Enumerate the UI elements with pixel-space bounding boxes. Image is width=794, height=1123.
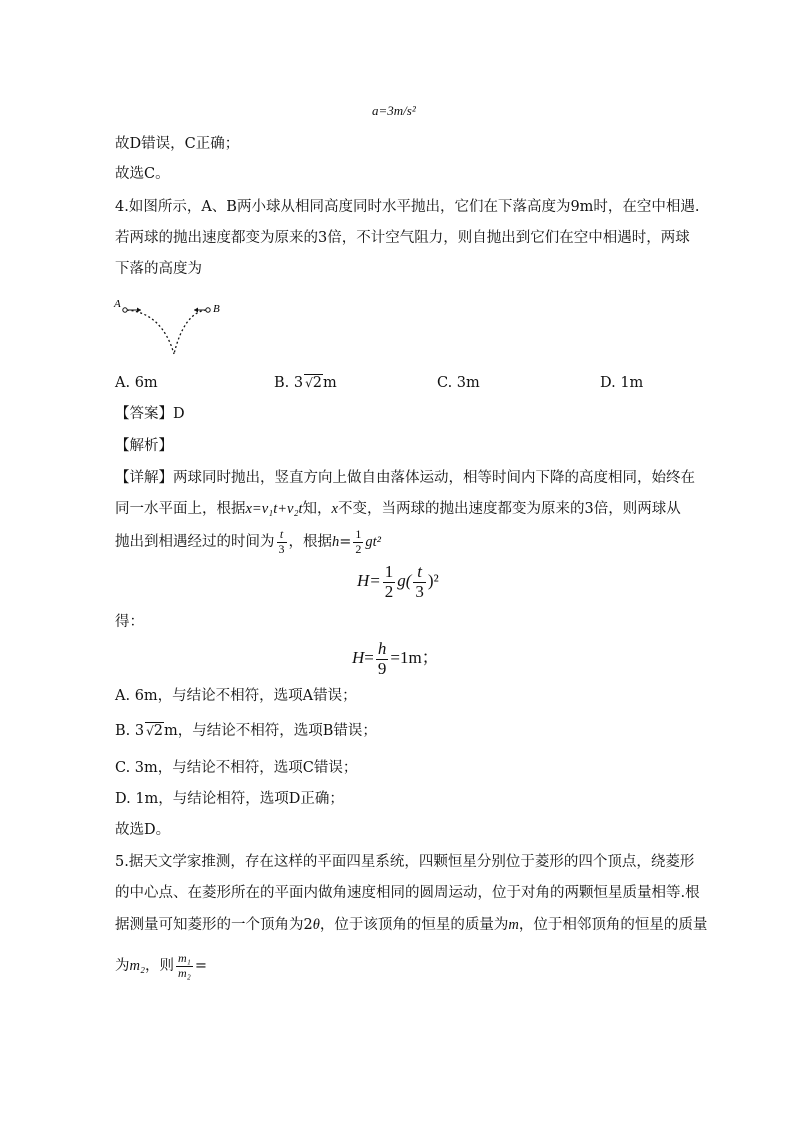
accel-formula: a=3m/s²	[372, 103, 416, 118]
ball-b	[206, 308, 210, 312]
trajectory-a	[127, 310, 174, 354]
arrowhead-b	[194, 308, 198, 313]
detail-option-c: C. 3m，与结论不相符，选项C错误；	[115, 760, 358, 776]
q5-line-2: 的中心点、在菱形所在的平面内做角速度相同的圆周运动，位于对角的两颗恒星质量相等.根	[115, 885, 700, 901]
detail-option-d: D. 1m，与结论相符，选项D正确；	[115, 791, 344, 807]
label-a: A	[114, 298, 121, 310]
half-fraction: $\frac{1}{2}$	[355, 527, 362, 556]
q5-line-4: 为m₂，则 $\frac{\text{m₁}}{\text{m₂}}$ =	[115, 951, 208, 980]
q4-line-1: 4.如图所示，A、B两小球从相同高度同时水平抛出，它们在下落高度为9m时，在空中相遇.	[115, 199, 700, 215]
q4-option-a: A. 6m	[115, 375, 158, 391]
q4-option-c: C. 3m	[437, 375, 480, 391]
time-fraction: $\frac{t}{3}$	[278, 527, 285, 556]
q5-line-1: 5.据天文学家推测，存在这样的平面四星系统，四颗恒星分别位于菱形的四个顶点，绕菱形	[115, 854, 695, 870]
label-b: B	[213, 303, 220, 315]
detail-line-1: 【详解】两球同时抛出，竖直方向上做自由落体运动，相等时间内下降的高度相同，始终在	[115, 470, 695, 486]
projectile-figure	[112, 298, 232, 360]
mass-ratio-fraction: $\frac{\text{m₁}}{\text{m₂}}$	[178, 951, 191, 980]
q4-answer: 【答案】D	[115, 406, 185, 422]
q4-option-b: B. 3 √2m	[274, 375, 337, 391]
q4-line-2: 若两球的抛出速度都变为原来的3倍，不计空气阻力，则自抛出到它们在空中相遇时，两球	[115, 230, 690, 246]
prev-conclusion-1: 故D错误，C正确；	[115, 136, 240, 152]
detail-conclusion: 故选D。	[115, 822, 171, 838]
prev-conclusion-2: 故选C。	[115, 166, 170, 182]
trajectory-b	[174, 310, 206, 354]
q4-analysis-title: 【解析】	[115, 438, 173, 454]
q5-line-3: 据测量可知菱形的一个顶角为2θ，位于该顶角的恒星的质量为m，位于相邻顶角的恒星的质量	[115, 917, 708, 933]
result-equation: H= $\frac{h}{9}$ =1m；	[352, 639, 439, 678]
detail-line-3: 抛出到相遇经过的时间为 $\frac{t}{3}$ ，根据h= $\frac{1}{2}$ gt²	[115, 527, 382, 556]
de-label: 得：	[115, 614, 144, 630]
q4-line-3: 下落的高度为	[115, 261, 202, 277]
height-equation: H= $\frac{1}{2}$ g( $\frac{t}{3}$ )²	[357, 562, 439, 601]
detail-line-2: 同一水平面上，根据x=v₁t+v₂t知，x不变，当两球的抛出速度都变为原来的3倍，则两球从	[115, 501, 681, 517]
detail-option-a: A. 6m，与结论不相符，选项A错误；	[115, 688, 357, 704]
detail-option-b: B. 3 √2m，与结论不相符，选项B错误；	[115, 723, 377, 739]
q4-option-d: D. 1m	[600, 375, 644, 391]
ball-a	[123, 308, 127, 312]
